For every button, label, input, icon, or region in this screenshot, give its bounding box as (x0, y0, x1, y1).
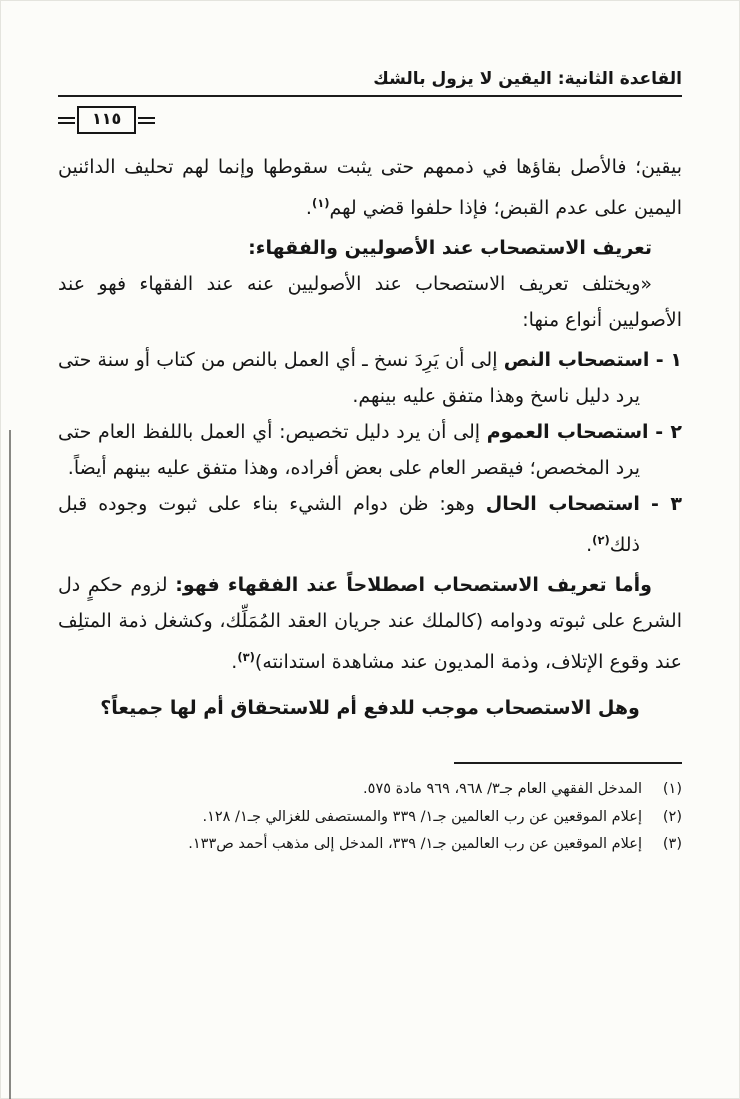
footnote-text: إعلام الموقعين عن رب العالمين جـ١/ ٣٣٩ والمستصفى للغزالي جـ١/ ١٢٨. (202, 808, 642, 825)
list-item-term: استصحاب النص (503, 349, 650, 371)
list-item-text: إلى أن يرد دليل تخصيص: أي العمل باللفظ العام حتى يرد المخصص؛ فيقصر العام على بعض أفراده، وهذا متفق عليه بينهم أيضاً. (58, 421, 640, 479)
list-item-3 (58, 486, 682, 563)
paragraph-intro: «ويختلف تعريف الاستصحاب عند الأصوليين عنه عند الفقهاء فهو عند الأصوليين أنواع منها: (58, 273, 682, 331)
page-number: ١١٥ (77, 106, 136, 134)
list-item-text: إلى أن يَرِدَ نسخ ـ أي العمل بالنص من كتاب أو سنة حتى يرد دليل ناسخ وهذا متفق عليه بينهم. (58, 349, 640, 407)
list-item-text: وهو: ظن دوام الشيء بناء على ثبوت وجوده قبل ذلك (58, 493, 640, 556)
list-item-2 (58, 414, 682, 486)
footnote-ref-3: (٣) (237, 650, 255, 664)
definition-lead: وأما تعريف الاستصحاب اصطلاحاً عند الفقهاء فهو: (175, 574, 652, 596)
scan-artifact-line (9, 430, 11, 1099)
header-rule (58, 95, 682, 97)
list-item-number: ٣ - (650, 493, 683, 515)
page-header (58, 68, 682, 134)
footnote-ref-1: (١) (311, 196, 330, 210)
section-heading: تعريف الاستصحاب عند الأصوليين والفقهاء: (248, 237, 652, 259)
footnote-ref-2: (٢) (592, 533, 610, 547)
paragraph-text: بيقين؛ فالأصل بقاؤها في ذممهم حتى يثبت سقوطها وإنما لهم تحليف الدائنين اليمين على عدم القبض؛ فإذا حلفوا قضي لهم (58, 156, 682, 219)
page-number-ornament (58, 106, 155, 134)
ornament-double-line-right (138, 117, 155, 124)
list-item-term: استصحاب الحال (485, 493, 640, 515)
list-item-1 (58, 342, 682, 414)
list-item-term: استصحاب العموم (486, 421, 649, 443)
footnote-text: إعلام الموقعين عن رب العالمين جـ١/ ٣٣٩، المدخل إلى مذهب أحمد ص١٣٣. (188, 836, 642, 852)
footnote-1 (58, 776, 682, 804)
paragraph-definition (58, 567, 682, 680)
list-item-number: ٢ - (655, 421, 682, 443)
page-body (58, 149, 682, 726)
footnote-text: المدخل الفقهي العام جـ٣/ ٩٦٨، ٩٦٩ مادة ٥٧٥. (363, 781, 642, 797)
list-item-number: ١ - (655, 349, 682, 371)
definition-text: لزوم حكمٍ دل الشرع على ثبوته ودوامه (كالملك عند جريان العقد المُمَلِّك، وكشغل ذمة المتلِف عند وقوع الإتلاف، وذمة المديون عند مشاهدة استدانته) (58, 574, 682, 673)
footnote-2 (58, 804, 682, 832)
footnote-3 (58, 831, 682, 859)
footnote-number: (٢) (662, 808, 682, 825)
definition-tail: . (231, 651, 238, 673)
footnote-separator (454, 762, 682, 764)
paragraph-continuation (58, 149, 682, 226)
list-item-tail: . (586, 534, 593, 556)
footnotes-section (58, 762, 682, 859)
footnote-number: (١) (662, 781, 682, 797)
ornament-double-line-left (58, 117, 75, 124)
closing-question: وهل الاستصحاب موجب للدفع أم للاستحقاق أم لها جميعاً؟ (100, 697, 640, 719)
footnote-number: (٣) (662, 836, 682, 852)
running-head-title: القاعدة الثانية: اليقين لا يزول بالشك (373, 69, 682, 89)
paragraph-tail: . (305, 197, 312, 219)
